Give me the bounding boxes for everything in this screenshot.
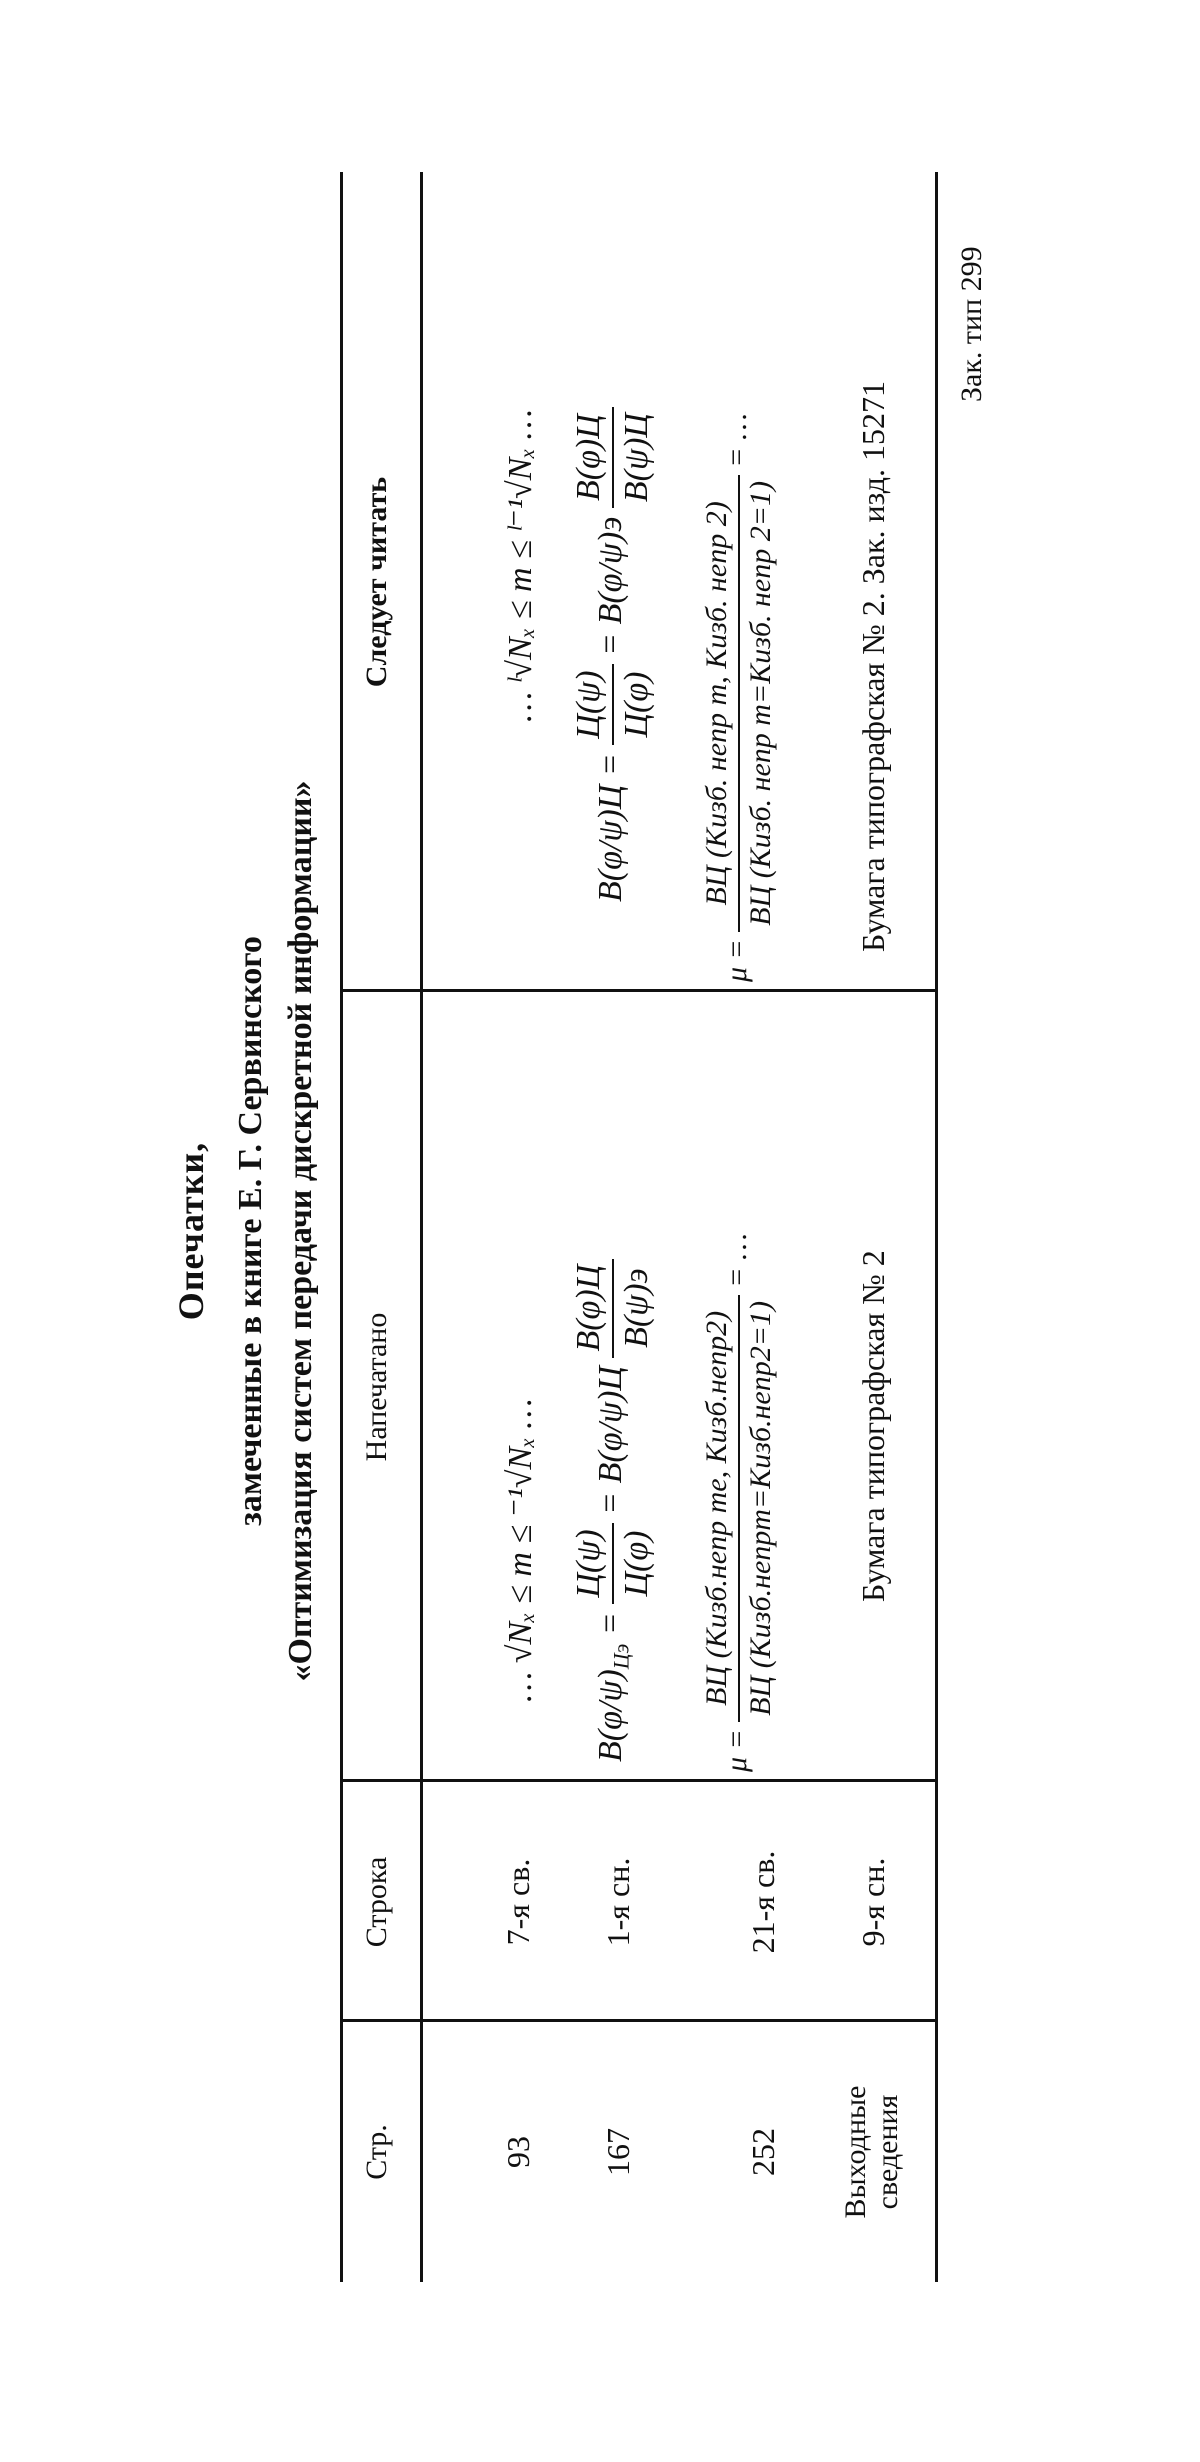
- row2-correct-frac2-num: B(φ)Ц: [570, 407, 614, 508]
- row4-line: 9-я сн.: [855, 1857, 891, 1947]
- row1-correct: … ˡ√Nₓ ≤ m ≤ ˡ⁻¹√Nₓ …: [502, 409, 539, 722]
- column-header-printed: Напечатано: [360, 1312, 393, 1462]
- row2-correct-mid: = B(φ/ψ)э: [591, 516, 629, 656]
- row3-printed-lhs: μ =: [719, 1729, 753, 1772]
- row3-correct-lhs: μ =: [719, 939, 753, 982]
- row1-line: 7-я св.: [500, 1858, 536, 1946]
- column-divider: [340, 989, 935, 992]
- errata-subtitle: замеченные в книге Е. Г. Сервинского: [232, 936, 269, 1526]
- row1-page: 93: [500, 2136, 536, 2168]
- row4-page: Выходные сведения: [839, 2085, 904, 2219]
- column-header-page: Стр.: [360, 2124, 393, 2180]
- row2-printed-frac2-num: B(φ)Ц: [570, 1259, 614, 1358]
- row3-printed-den: BЦ (Kизб.непрm=Kизб.непр2=1): [744, 1301, 777, 1716]
- row2-printed-formula: $B(\varphi/\psi)_{Цэ}$ = Ц(ψ) Ц(φ) = B(φ/ψ)Ц B(φ)Ц B(ψ)э: [570, 1259, 656, 1762]
- header-bottom-rule: [420, 172, 423, 2282]
- column-divider: [340, 2019, 935, 2022]
- row3-correct-formula: [700, 413, 778, 982]
- row2-printed-fraction2: [570, 1259, 656, 1358]
- row2-correct-fraction: [570, 664, 656, 744]
- row2-printed-frac2-den: B(ψ)э: [618, 1268, 655, 1348]
- table-top-rule: [340, 172, 343, 2282]
- row2-correct-frac-num: Ц(ψ): [570, 664, 614, 744]
- row2-correct-frac2-den: B(ψ)Ц: [618, 413, 655, 503]
- row3-correct-fraction: [700, 475, 778, 932]
- book-title: «Оптимизация систем передачи дискретной информации»: [282, 780, 319, 1682]
- row3-correct-num: BЦ (Kизб. непр m, Kизб. непр 2): [700, 475, 740, 932]
- row2-line: 1-я сн.: [600, 1857, 636, 1947]
- row2-printed-lhs-sub: Цэ: [608, 1643, 634, 1670]
- row1-printed: … √Nₓ ≤ m ≤ ⁻¹√Nₓ …: [502, 1398, 539, 1702]
- row3-printed-num: BЦ (Kизб.непр mе, Kизб.непр2): [700, 1295, 740, 1722]
- row2-correct-fraction2: [570, 407, 656, 508]
- row2-correct-frac-den: Ц(φ): [618, 671, 655, 738]
- row2-printed-mid: = B(φ/ψ)Ц: [591, 1366, 629, 1515]
- row3-correct-tail: = …: [719, 413, 753, 468]
- row4-correct: Бумага типографская № 2. Зак. изд. 15271: [855, 381, 891, 952]
- row3-line: 21-я св.: [745, 1850, 781, 1954]
- row2-printed-lhs: B(φ/ψ): [591, 1669, 629, 1762]
- column-header-should-read: Следует читать: [360, 476, 393, 688]
- row2-printed-frac-num: Ц(ψ): [570, 1523, 614, 1603]
- row3-page: 252: [745, 2128, 781, 2176]
- row3-printed-formula: [700, 1233, 778, 1772]
- table-bottom-rule: [935, 172, 938, 2282]
- row2-printed-frac-den: Ц(φ): [618, 1530, 655, 1597]
- row3-correct-den: BЦ (Kизб. непр m=Kизб. непр 2=1): [744, 481, 777, 926]
- column-header-line: Строка: [360, 1856, 393, 1948]
- row2-correct-formula: [570, 407, 656, 902]
- row3-printed-tail: = …: [719, 1233, 753, 1288]
- print-order-footer: Зак. тип 299: [955, 246, 988, 402]
- column-divider: [340, 1779, 935, 1782]
- row2-correct-lhs: B(φ/ψ)Ц =: [591, 753, 629, 902]
- row4-printed: Бумага типографская № 2: [855, 1250, 891, 1602]
- row2-page: 167: [600, 2128, 636, 2176]
- errata-title: Опечатки,: [171, 1141, 211, 1321]
- row3-printed-fraction: [700, 1295, 778, 1722]
- row2-printed-fraction: [570, 1523, 656, 1603]
